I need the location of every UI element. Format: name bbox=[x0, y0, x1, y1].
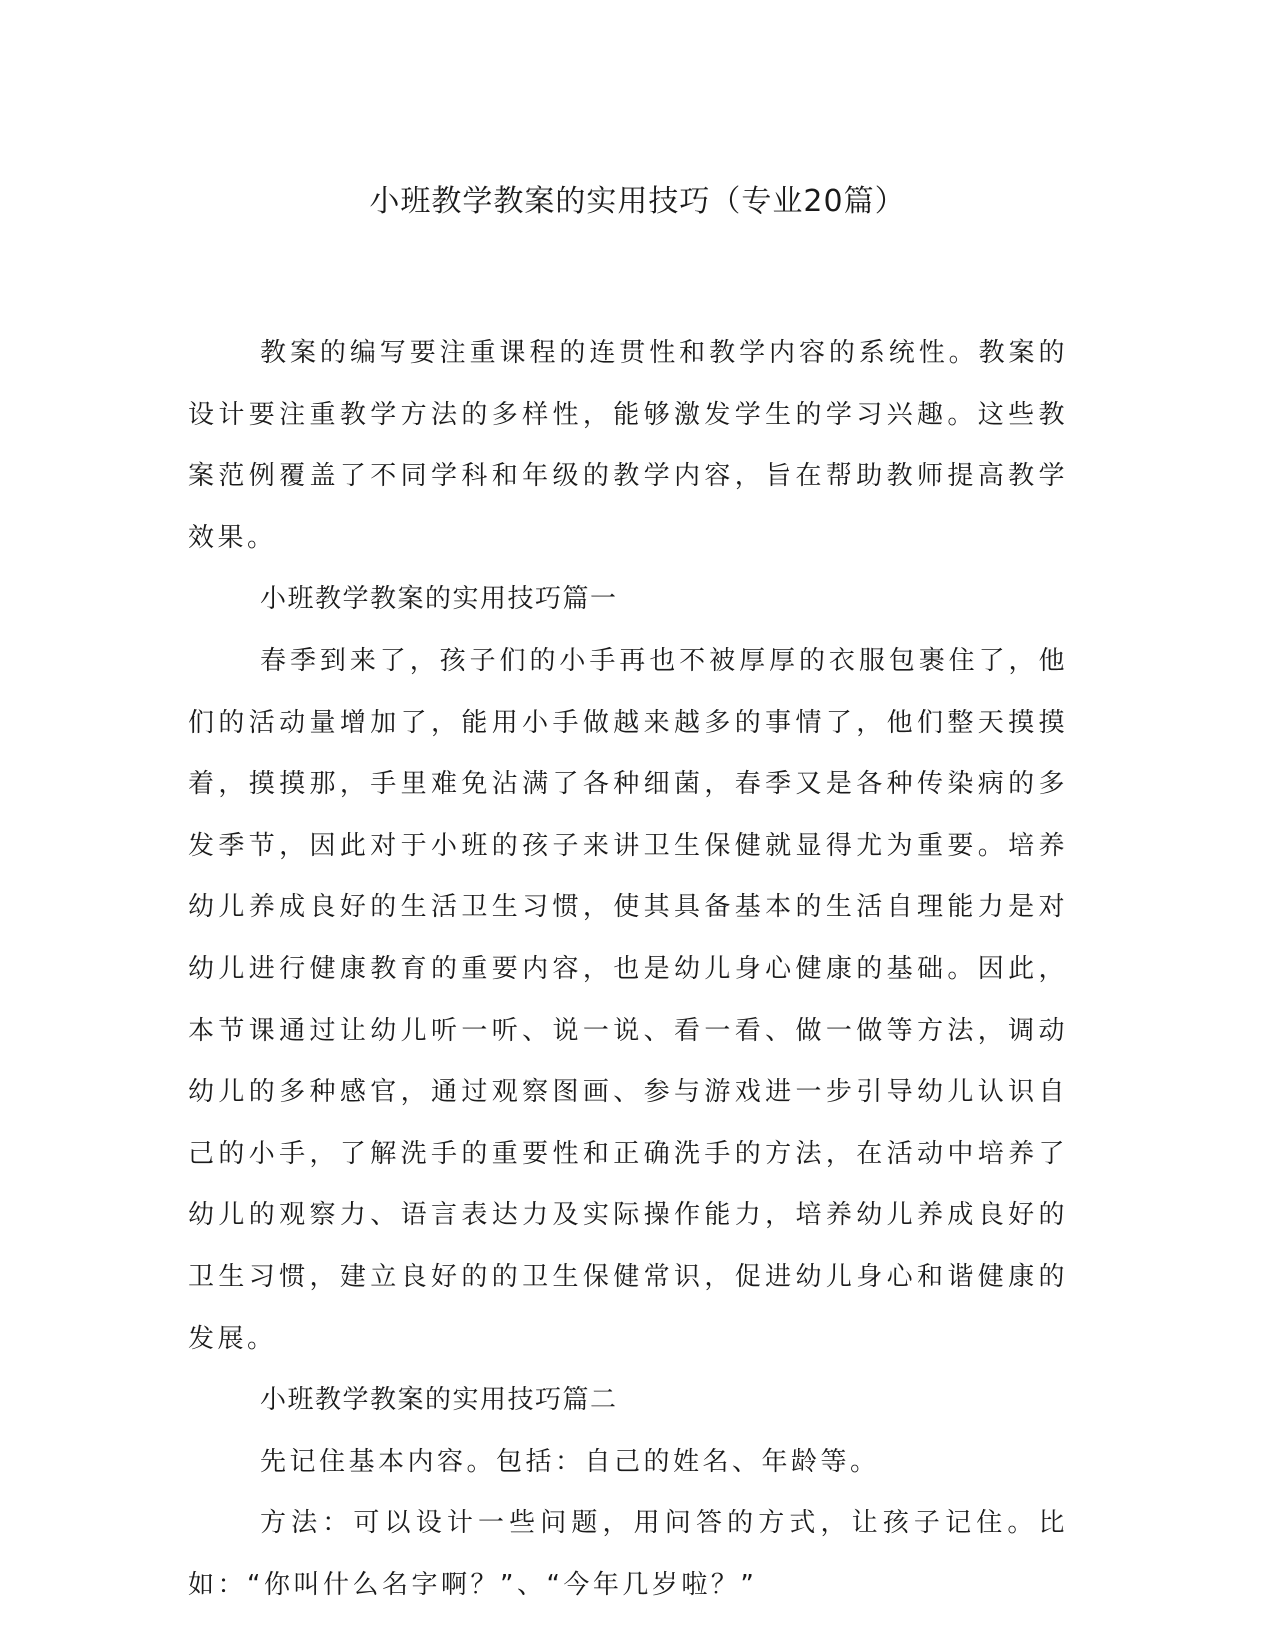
section-1-paragraph: 春季到来了，孩子们的小手再也不被厚厚的衣服包裹住了，他们的活动量增加了，能用小手做越来越多的事情了，他们整天摸摸着，摸摸那，手里难免沾满了各种细菌，春季又是各种传染病的多发季节，因此对于小班的孩子来讲卫生保健就显得尤为重要。培养幼儿养成良好的生活卫生习惯，使其具备基本的生活自理能力是对幼儿进行健康教育的重要内容，也是幼儿身心健康的基础。因此，本节课通过让幼儿听一听、说一说、看一看、做一做等方法，调动幼儿的多种感官，通过观察图画、参与游戏进一步引导幼儿认识自己的小手，了解洗手的重要性和正确洗手的方法，在活动中培养了幼儿的观察力、语言表达力及实际操作能力，培养幼儿养成良好的卫生习惯，建立良好的的卫生保健常识，促进幼儿身心和谐健康的发展。 bbox=[188, 645, 1068, 1354]
section-heading-2: 小班教学教案的实用技巧篇二 bbox=[260, 1385, 618, 1416]
document-title: 小班教学教案的实用技巧（专业20篇） bbox=[369, 184, 906, 219]
section-2-paragraph-1: 先记住基本内容。包括：自己的姓名、年龄等。 bbox=[260, 1446, 880, 1477]
document-body bbox=[188, 323, 1068, 1616]
intro-paragraph: 教案的编写要注重课程的连贯性和教学内容的系统性。教案的设计要注重教学方法的多样性，能够激发学生的学习兴趣。这些教案范例覆盖了不同学科和年级的教学内容，旨在帮助教师提高教学效果。 bbox=[188, 338, 1068, 553]
section-heading-1: 小班教学教案的实用技巧篇一 bbox=[260, 584, 618, 615]
section-2-paragraph-2: 方法：可以设计一些问题，用问答的方式，让孩子记住。比如：“你叫什么名字啊？”、“今年几岁啦？” bbox=[188, 1508, 1068, 1600]
